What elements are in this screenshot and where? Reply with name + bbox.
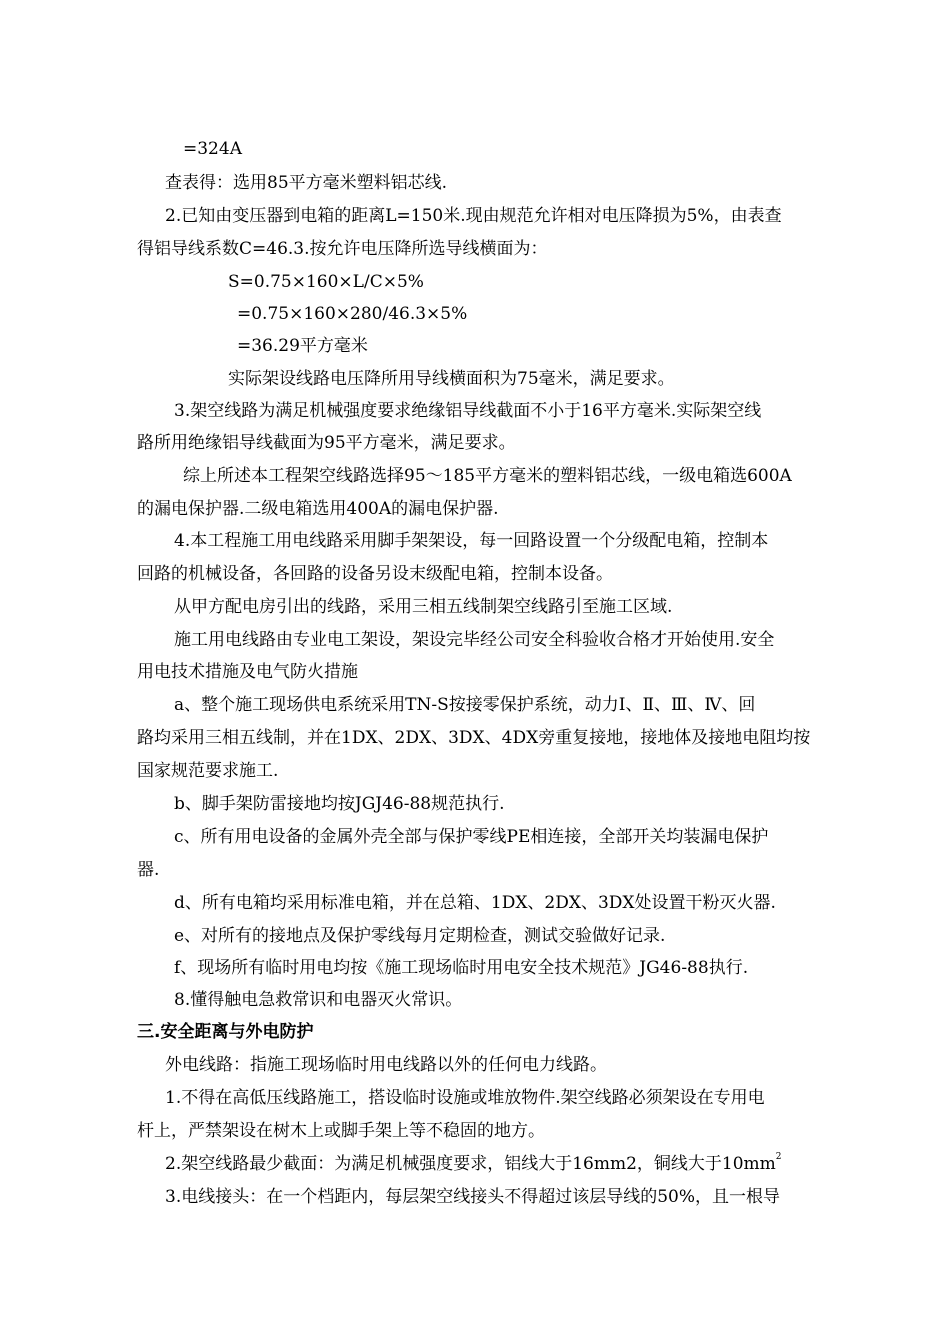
text-line: 用电技术措施及电气防火措施 (137, 662, 358, 682)
text-line: 8.懂得触电急救常识和电器灭火常识。 (174, 990, 463, 1010)
text-line: c、所有用电设备的金属外壳全部与保护零线PE相连接，全部开关均装漏电保护 (174, 827, 769, 847)
text-line: 回路的机械设备，各回路的设备另设末级配电箱，控制本设备。 (137, 564, 613, 584)
text-line: =324A (183, 139, 242, 159)
text-line: 1.不得在高低压线路施工，搭设临时设施或堆放物件.架空线路必须架设在专用电 (165, 1088, 765, 1108)
text-line: 杆上，严禁架设在树木上或脚手架上等不稳固的地方。 (137, 1121, 545, 1141)
text-line: 的漏电保护器.二级电箱选用400A的漏电保护器. (137, 499, 499, 519)
text-line: 2.已知由变压器到电箱的距离L=150米.现由规范允许相对电压降损为5%，由表查 (165, 206, 782, 226)
text-line: f、现场所有临时用电均按《施工现场临时用电安全技术规范》JG46-88执行. (174, 958, 749, 978)
text-line: d、所有电箱均采用标准电箱，并在总箱、1DX、2DX、3DX处设置干粉灭火器. (174, 893, 776, 913)
text-line: e、对所有的接地点及保护零线每月定期检查，测试交验做好记录. (174, 926, 666, 946)
text-line: 综上所述本工程架空线路选择95～185平方毫米的塑料铝芯线，一级电箱选600A (183, 466, 792, 486)
superscript-two: 2 (775, 1152, 782, 1162)
text-line: =0.75×160×280/46.3×5% (237, 304, 468, 324)
text-line: b、脚手架防雷接地均按JGJ46-88规范执行. (174, 794, 505, 814)
text-line: =36.29平方毫米 (237, 336, 368, 356)
text-line: 国家规范要求施工. (137, 761, 279, 781)
text-line: 得铝导线系数C=46.3.按允许电压降所选导线横面为： (137, 239, 548, 259)
text-line: 实际架设线路电压降所用导线横面积为75毫米，满足要求。 (228, 369, 675, 389)
text-line: 器. (137, 860, 160, 880)
text-line-body: 2.架空线路最少截面：为满足机械强度要求，铝线大于16mm2，铜线大于10mm (165, 1154, 776, 1174)
text-line: 从甲方配电房引出的线路，采用三相五线制架空线路引至施工区域. (174, 597, 673, 617)
text-line: 路均采用三相五线制，并在1DX、2DX、3DX、4DX旁重复接地，接地体及接地电阻均按 (137, 728, 811, 748)
text-line: 3.架空线路为满足机械强度要求绝缘铝导线截面不小于16平方毫米.实际架空线 (174, 401, 762, 421)
text-line: 3.电线接头：在一个档距内，每层架空线接头不得超过该层导线的50%，且一根导 (165, 1187, 781, 1207)
text-line: 施工用电线路由专业电工架设，架设完毕经公司安全科验收合格才开始使用.安全 (174, 630, 775, 650)
text-line: S=0.75×160×L/C×5% (228, 272, 424, 292)
text-line: 查表得：选用85平方毫米塑料铝芯线. (165, 173, 448, 193)
text-line: 路所用绝缘铝导线截面为95平方毫米，满足要求。 (137, 433, 516, 453)
text-line: a、整个施工现场供电系统采用TN-S按接零保护系统，动力Ⅰ、Ⅱ、Ⅲ、Ⅳ、回 (174, 695, 756, 715)
text-line: 4.本工程施工用电线路采用脚手架架设，每一回路设置一个分级配电箱，控制本 (174, 531, 769, 551)
section-heading: 三.安全距离与外电防护 (137, 1022, 314, 1042)
text-line (165, 1152, 782, 1176)
text-line: 外电线路：指施工现场临时用电线路以外的任何电力线路。 (165, 1055, 607, 1075)
